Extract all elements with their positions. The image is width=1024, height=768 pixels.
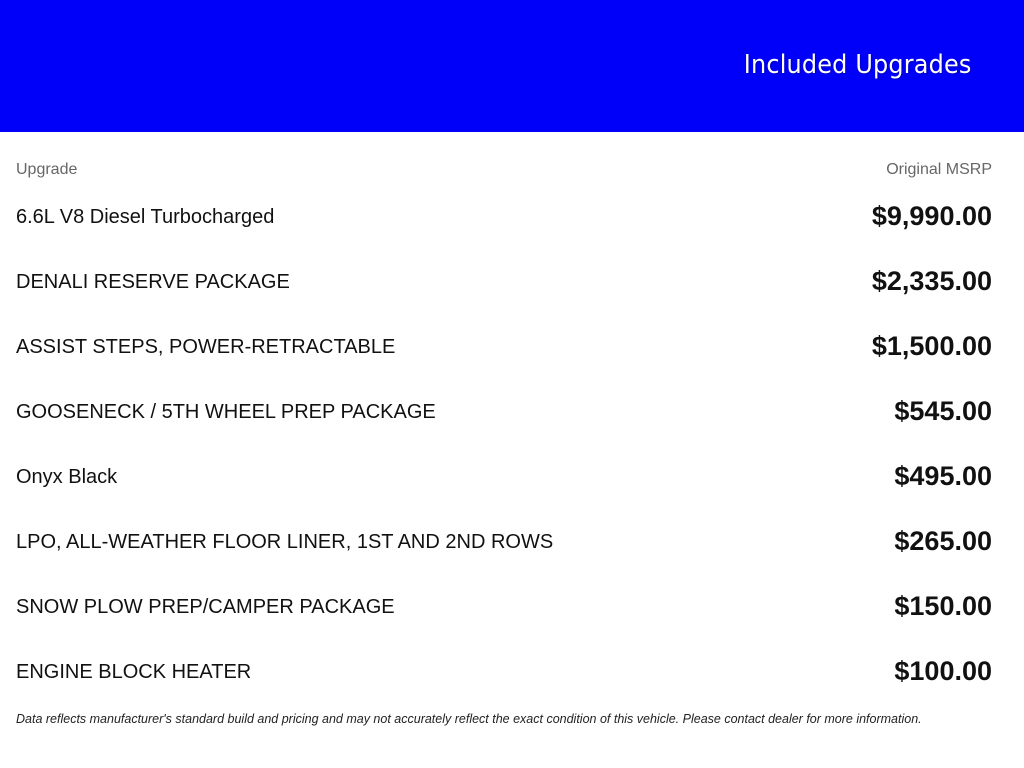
header-banner — [0, 0, 1024, 132]
upgrades-table — [16, 132, 992, 706]
upgrade-price: $545.00 — [894, 396, 992, 426]
upgrade-name: 6.6L V8 Diesel Turbocharged — [16, 206, 275, 228]
column-header-upgrade: Upgrade — [16, 161, 78, 178]
table-row — [16, 446, 992, 511]
upgrade-price: $2,335.00 — [871, 266, 992, 296]
upgrade-price: $265.00 — [894, 526, 992, 556]
disclaimer-text: Data reflects manufacturer's standard build and pricing and may not accurately reflect the exact condition of this vehicle. Please contact dealer for more information. — [16, 712, 922, 726]
upgrade-name: GOOSENECK / 5TH WHEEL PREP PACKAGE — [16, 401, 436, 423]
upgrade-name: LPO, ALL-WEATHER FLOOR LINER, 1ST AND 2ND ROWS — [16, 531, 554, 553]
upgrade-price: $100.00 — [894, 656, 992, 686]
table-header — [16, 132, 992, 186]
upgrade-price: $1,500.00 — [871, 331, 992, 361]
table-row — [16, 576, 992, 641]
table-row — [16, 641, 992, 706]
column-header-msrp: Original MSRP — [886, 161, 992, 178]
upgrade-price: $150.00 — [894, 591, 992, 621]
upgrade-name: Onyx Black — [16, 466, 118, 488]
page-title: Included Upgrades — [744, 50, 972, 80]
upgrade-price: $495.00 — [894, 461, 992, 491]
upgrade-name: ASSIST STEPS, POWER-RETRACTABLE — [16, 336, 396, 358]
upgrade-name: ENGINE BLOCK HEATER — [16, 661, 252, 683]
table-row — [16, 186, 992, 251]
table-row — [16, 316, 992, 381]
table-row — [16, 251, 992, 316]
table-row — [16, 511, 992, 576]
upgrade-price: $9,990.00 — [871, 201, 992, 231]
upgrade-name: SNOW PLOW PREP/CAMPER PACKAGE — [16, 596, 395, 618]
upgrade-name: DENALI RESERVE PACKAGE — [16, 271, 290, 293]
table-row — [16, 381, 992, 446]
